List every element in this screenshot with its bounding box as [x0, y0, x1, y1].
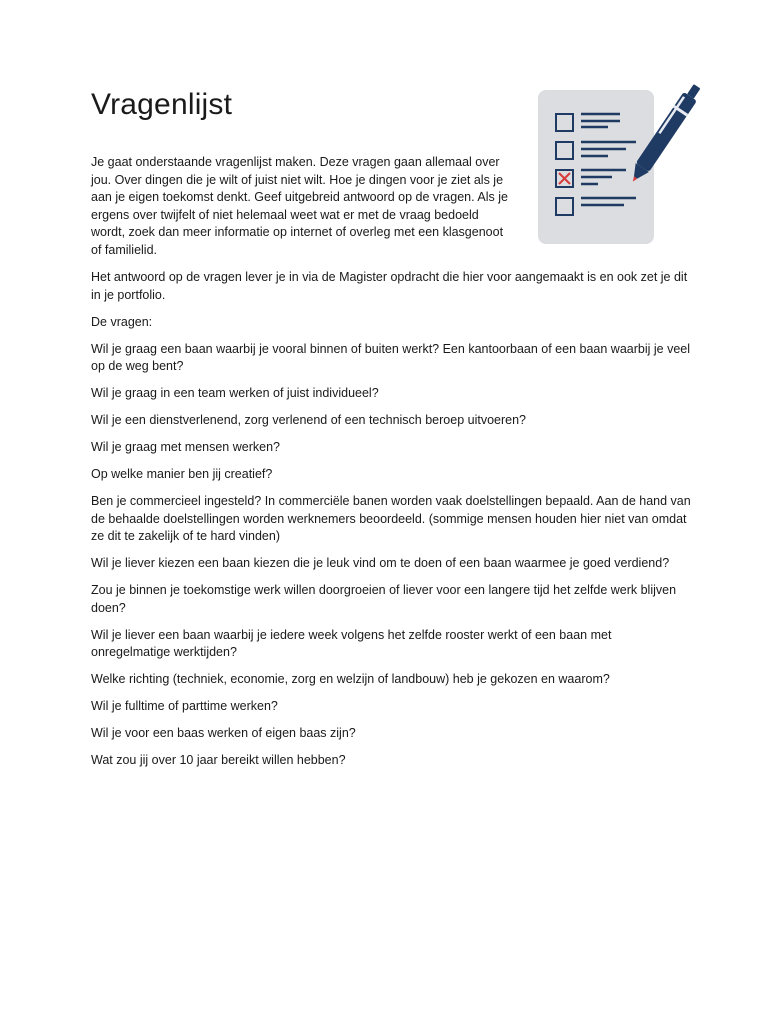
intro-paragraph: Je gaat onderstaande vragenlijst maken. Deze vragen gaan allemaal over jou. Over dingen die je wilt of juist niet wilt. Hoe je dingen voor je ziet als je aan je eigen toekomst denkt. Geef uitgebreid antwoord op de vragen. Als je ergens over twijfelt of niet helemaal weet wat er met de vraag bedoeld wordt, zoek dan meer informatie op internet of overleg met een klasgenoot of familielid.: [91, 155, 508, 257]
page-title: Vragenlijst: [91, 88, 233, 121]
question-item: Wil je voor een baas werken of eigen baas zijn?: [91, 726, 356, 741]
question-item: Zou je binnen je toekomstige werk willen doorgroeien of liever voor een langere tijd het zelfde werk blijven doen?: [91, 583, 677, 615]
question-item: Wil je graag met mensen werken?: [91, 440, 280, 455]
question-item: Welke richting (techniek, economie, zorg en welzijn of landbouw) heb je gekozen en waarom?: [91, 672, 610, 687]
question-item: Ben je commercieel ingesteld? In commerciële banen worden vaak doelstellingen bepaald. Aan de hand van de behaalde doelstellingen worden werknemers beoordeeld. (sommige mensen houden hier niet van omdat ze dit te zakelijk of te hard vinden): [91, 494, 691, 544]
questions-heading: De vragen:: [91, 314, 153, 329]
question-item: Wil je een dienstverlenend, zorg verlenend of een technisch beroep uitvoeren?: [91, 413, 526, 428]
question-item: Wil je graag in een team werken of juist individueel?: [91, 386, 379, 401]
question-item: Wat zou jij over 10 jaar bereikt willen hebben?: [91, 753, 346, 768]
question-item: Wil je liever kiezen een baan kiezen die je leuk vind om te doen of een baan waarmee je goed verdiend?: [91, 556, 670, 571]
question-item: Op welke manier ben jij creatief?: [91, 467, 273, 482]
body-text: [91, 269, 691, 779]
question-item: Wil je graag een baan waarbij je vooral binnen of buiten werkt? Een kantoorbaan of een baan waarbij je veel op de weg bent?: [91, 341, 690, 374]
submission-note: Het antwoord op de vragen lever je in via de Magister opdracht die hier voor aangemaakt is en ook zet je dit in je portfolio.: [91, 270, 688, 302]
question-item: Wil je fulltime of parttime werken?: [91, 699, 278, 714]
checklist-with-pen-icon: [536, 84, 702, 248]
question-item: Wil je liever een baan waarbij je iedere week volgens het zelfde rooster werkt of een baan met onregelmatige werktijden?: [91, 627, 612, 660]
